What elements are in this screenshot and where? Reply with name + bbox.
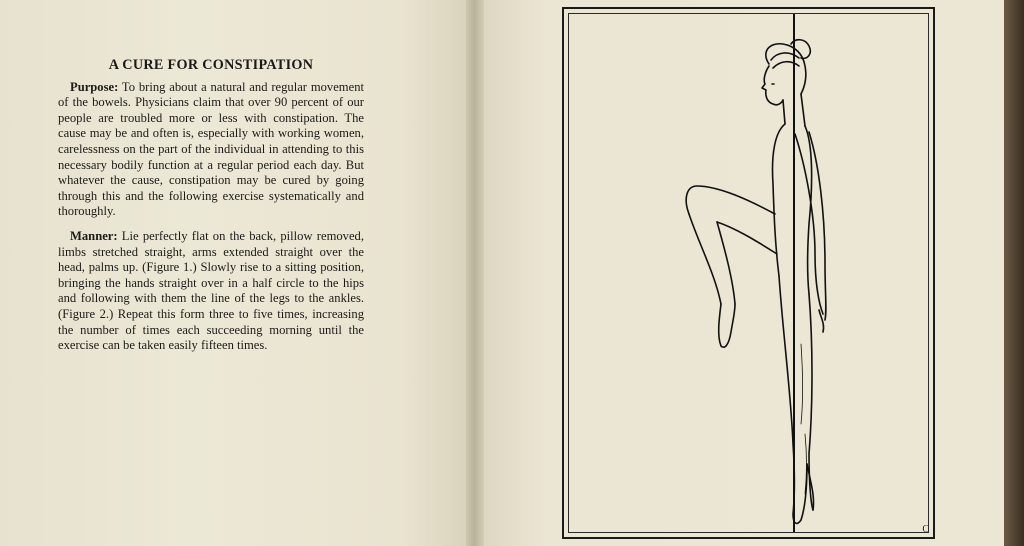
manner-label: Manner:: [70, 228, 118, 243]
woman-exercise-illustration: [569, 14, 932, 536]
table-edge: [1004, 0, 1024, 546]
illustration-inner-border: [568, 13, 929, 533]
manner-paragraph: [58, 229, 364, 354]
book-gutter: [466, 0, 484, 546]
page-title: A CURE FOR CONSTIPATION: [108, 57, 314, 73]
text-block: [58, 58, 364, 363]
purpose-label: Purpose:: [70, 79, 119, 94]
illustration-frame: [562, 7, 935, 539]
purpose-paragraph: [58, 80, 364, 220]
artist-signature: C: [922, 524, 929, 535]
purpose-text: To bring about a natural and regular movement of the bowels. Physicians claim that over 90 percent of our people are troubled more or less with constipation. The cause may be and often is, especially with working women, carelessness on the part of the individual in attending to this necessary bodily function at a regular period each day. But whatever the cause, constipation may be cured by going through this and the following exercise systematically and thoroughly.: [58, 79, 364, 219]
manner-text: Lie perfectly flat on the back, pillow removed, limbs stretched straight, arms extended straight over the head, palms up. (Figure 1.) Slowly rise to a sitting position, bringing the hands straight over in a half circle to the hips and following with them the line of the legs to the ankles. (Figure 2.) Repeat this form three to five times, increasing the number of times each succeeding morning until the exercise can be taken easily fifteen times.: [58, 228, 364, 353]
